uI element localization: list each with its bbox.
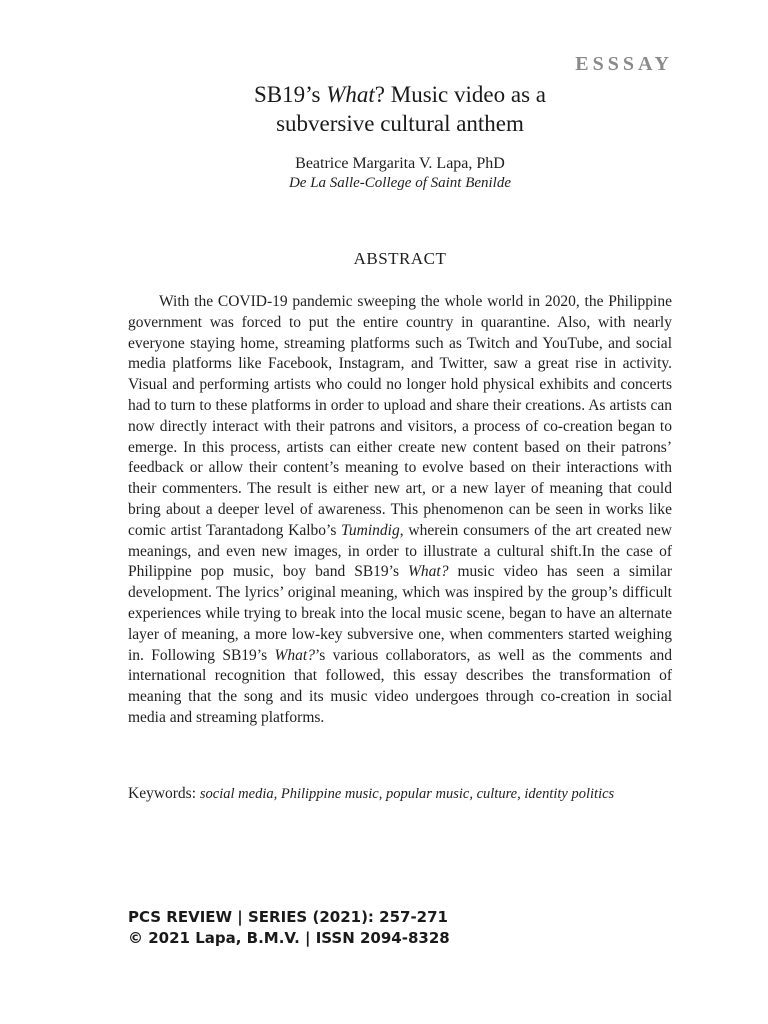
abstract-text-1: With the COVID-19 pandemic sweeping the whole world in 2020, the Philippine government was forced to put the entire country in quarantine. Also, with nearly everyone staying home, streaming platforms such as Twitch and YouTube, and social media platforms like Facebook, Instagram, and Twitter, saw a great rise in activity. Visual and performing artists who could no longer hold physical exhibits and concerts had to turn to these platforms in order to upload and share their creations. As artists can now directly interact with their patrons and visitors, a process of co-creation began to emerge. In this process, artists can either create new content based on their patrons’ feedback or allow their content’s meaning to evolve based on their interactions with their commenters. The result is either new art, or a new layer of meaning that could bring about a deeper level of awareness. This phenomenon can be seen in works like comic artist Tarantadong Kalbo’s: [128, 293, 672, 539]
abstract-body: [128, 292, 672, 729]
title-line-1: [0, 80, 768, 109]
abstract-text-4: ’s various collaborators, as well as the comments and international recognition that followed, this essay describes the transformation of meaning that the song and its music video undergoes through co-creation in social media and streaming platforms.: [128, 646, 672, 726]
abstract-italic-what-1: What?: [408, 563, 449, 581]
abstract-italic-what-2: What?: [274, 646, 315, 664]
title-text-part2: ? Music video as a: [374, 82, 546, 107]
keywords-label: Keywords:: [128, 785, 197, 802]
title-text-italic: What: [326, 82, 375, 107]
article-title: [0, 80, 768, 138]
abstract-heading: ABSTRACT: [353, 249, 447, 268]
author-affiliation: De La Salle-College of Saint Benilde: [288, 175, 512, 191]
title-text-part1: SB19’s: [254, 82, 327, 107]
citation-line-2: © 2021 Lapa, B.M.V. | ISSN 2094-8328: [128, 929, 450, 947]
abstract-text-2: , wherein consumers of the art created new meanings, and even new images, in order to illustrate a cultural shift.In the case of Philippine pop music, boy band SB19’s: [128, 521, 673, 581]
abstract-italic-tumindig: Tumindig: [341, 521, 400, 539]
author-name: Beatrice Margarita V. Lapa, PhD: [295, 155, 505, 172]
citation-line-1: PCS REVIEW | SERIES (2021): 257-271: [128, 908, 448, 926]
keywords-list: social media, Philippine music, popular music, culture, identity politics: [199, 786, 615, 802]
abstract-text-3: music video has seen a similar development. The lyrics’ original meaning, which was inspired by the group’s difficult experiences while trying to break into the local music scene, began to have an alternate layer of meaning, a more low-key subversive one, when commenters started weighing in. Following SB19’s: [128, 563, 672, 664]
section-label: ESSSAY: [575, 53, 673, 75]
title-line-2: subversive cultural anthem: [276, 111, 524, 136]
citation-footer: [128, 907, 450, 949]
keywords: [128, 784, 688, 804]
